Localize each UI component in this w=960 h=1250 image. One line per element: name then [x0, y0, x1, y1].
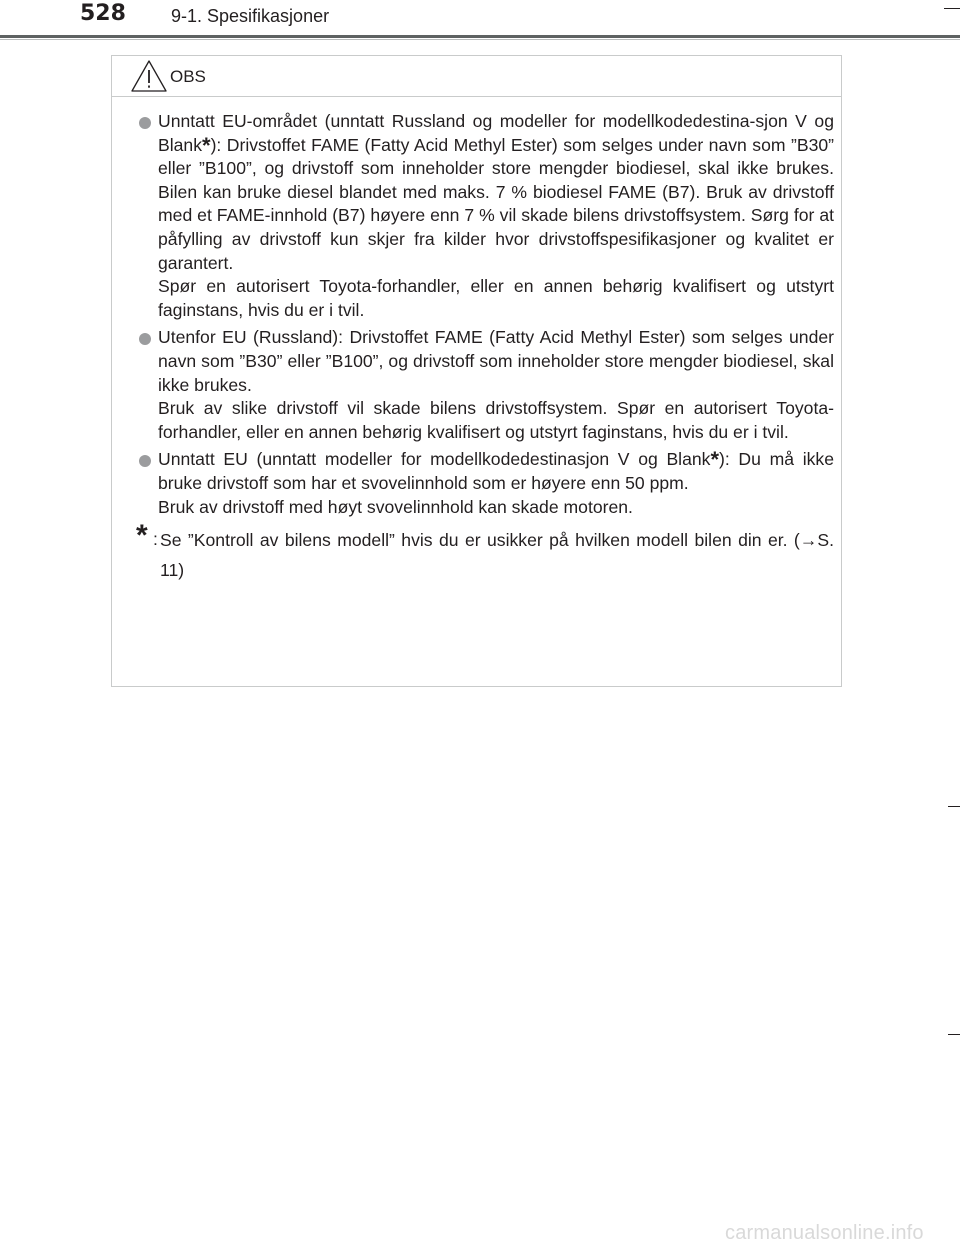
item-text: Unntatt EU (unntatt modeller for modellkodedestinasjon V og Blank — [158, 449, 711, 470]
asterisk-mark: * — [710, 447, 720, 473]
list-item — [132, 110, 834, 322]
notice-header — [112, 56, 841, 97]
footnote-colon: : — [153, 529, 158, 550]
asterisk-mark: * — [202, 132, 211, 158]
item-paragraph: Bruk av drivstoff med høyt svovelinnhold kan skade motoren. — [158, 496, 633, 517]
crop-mark — [944, 8, 960, 9]
footnote-asterisk: * — [136, 519, 148, 553]
item-paragraph: Spør en autorisert Toyota-forhandler, eller en annen behørig kvalifisert og utstyrt faginstans, hvis du er i tvil. — [158, 276, 834, 320]
footnote-text: Se ”Kontroll av bilens modell” hvis du er usikker på hvilken modell bilen din er. (→S. 11) — [160, 530, 834, 581]
bullet-dot-icon — [139, 333, 151, 345]
footnote — [132, 519, 834, 585]
list-item — [132, 326, 834, 444]
page-header — [0, 0, 960, 40]
crop-mark — [948, 1034, 960, 1035]
page-number: 528 — [80, 1, 126, 26]
item-paragraph — [158, 110, 834, 275]
item-text: Unntatt EU-området (unntatt Russland og modeller for modellkodedestina-sjon V og Blank — [158, 111, 834, 155]
watermark: carmanualsonline.info — [725, 1222, 924, 1244]
notice-body — [132, 110, 834, 585]
item-text: ): Drivstoffet FAME (Fatty Acid Methyl Ester) som selges under navn som ”B30” eller ”B100”, og drivstoff som inneholder store mengder biodiesel, skal ikke brukes. Bilen kan bruke diesel blandet med maks. 7 % biodiesel FAME (B7). Bruk av drivstoff med et FAME-innhold (B7) høyere enn 7 % vil skade bilens drivstoffsystem. Sørg for at påfylling av drivstoff kun skjer fra kilder hvor drivstoffspesifikasjoner og kvalitet er garantert. — [158, 134, 834, 273]
item-paragraph — [158, 448, 834, 495]
item-text: ): Du må ikke bruke drivstoff som har et svovelinnhold som er høyere enn 50 ppm. — [158, 449, 834, 493]
header-rule-light — [0, 39, 960, 40]
warning-triangle-icon — [130, 59, 168, 93]
notice-label: OBS — [170, 67, 206, 86]
crop-mark — [948, 806, 960, 807]
bullet-dot-icon — [139, 455, 151, 467]
item-paragraph: Utenfor EU (Russland): Drivstoffet FAME (Fatty Acid Methyl Ester) som selges under navn som ”B30” eller ”B100”, og drivstoff som inneholder store mengder biodiesel, skal ikke brukes. — [158, 327, 834, 395]
header-rule — [0, 35, 960, 38]
bullet-dot-icon — [139, 117, 151, 129]
list-item — [132, 448, 834, 519]
notice-box — [111, 55, 842, 687]
item-paragraph: Bruk av slike drivstoff vil skade bilens drivstoffsystem. Spør en autorisert Toyota-forhandler, eller en annen behørig kvalifisert og utstyrt faginstans, hvis du er i tvil. — [158, 398, 834, 442]
section-title: 9-1. Spesifikasjoner — [171, 6, 330, 26]
